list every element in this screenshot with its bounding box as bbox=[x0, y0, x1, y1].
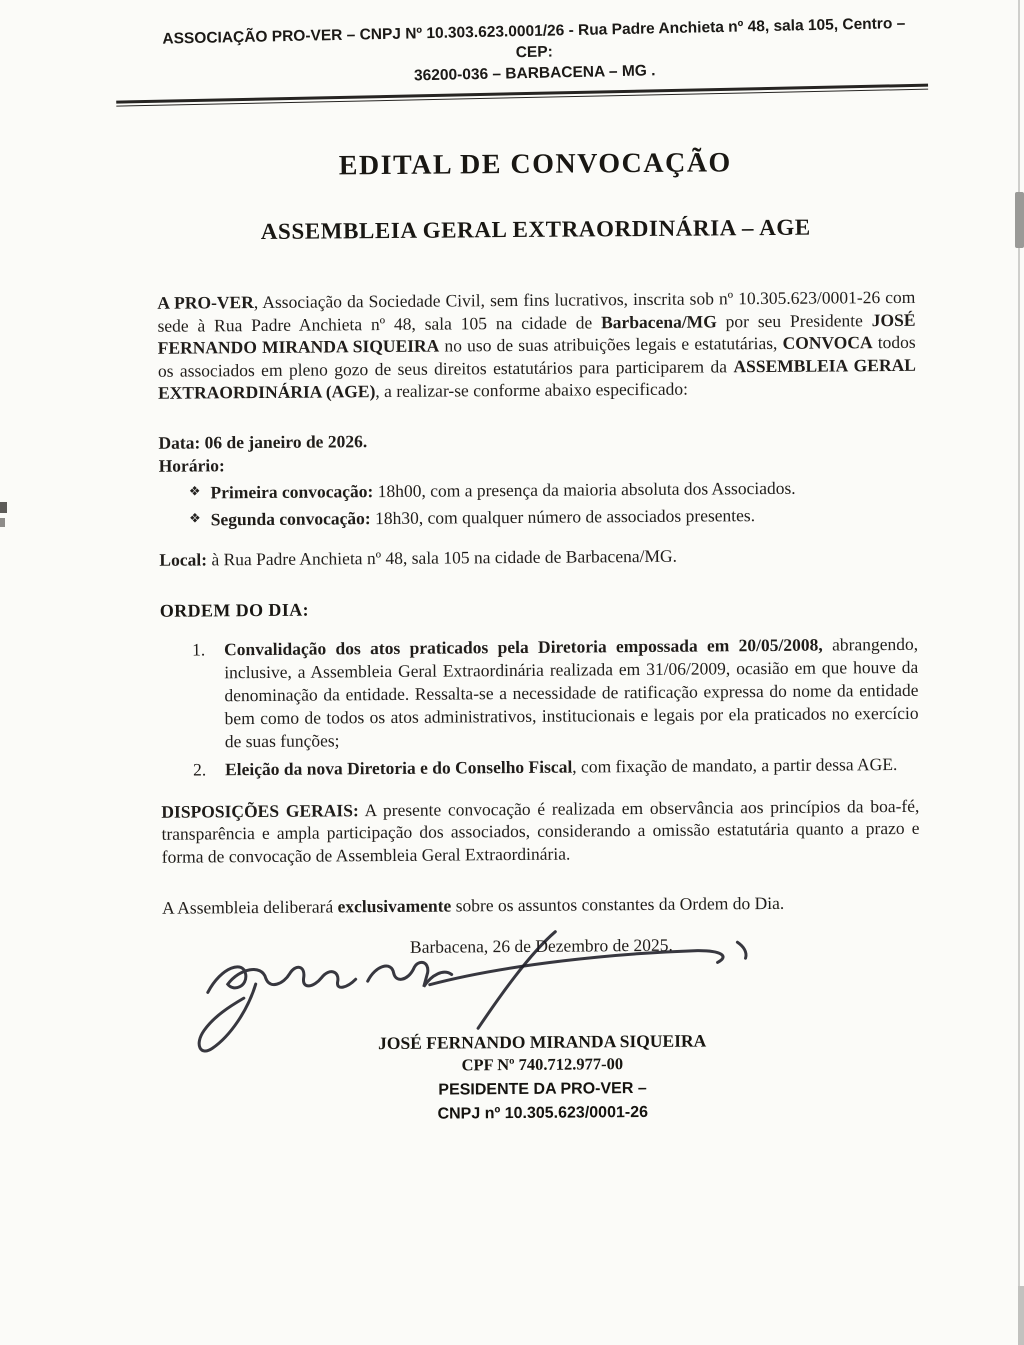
letterhead-line1: ASSOCIAÇÃO PRO-VER – CNPJ Nº 10.303.623.0001/26 - Rua Padre Anchieta nº 48, sala 105, Centro – CEP: bbox=[162, 15, 906, 62]
meeting-time-label: Horário: bbox=[158, 454, 225, 476]
intro-paragraph: A PRO-VER, Associação da Sociedade Civil, sem fins lucrativos, inscrita sob nº 10.305.623/0001-26 com sede à Rua Padre Anchieta nº 48, sala 105 na cidade de Barbacena/MG por seu Presidente JOSÉ FERNANDO MIRANDA SIQUEIRA no uso de suas atribuições legais e estatutárias, CONVOCA todos os associados em pleno gozo de seus direitos estatutários para participarem da ASSEMBLEIA GERAL EXTRAORDINÁRIA (AGE), a realizar-se conforme abaixo especificado: bbox=[157, 286, 916, 403]
signatory-cnpj: CNPJ nº 10.305.623/0001-26 bbox=[437, 1103, 649, 1123]
scan-mark-right-top bbox=[1015, 192, 1024, 248]
signatory-role: PESIDENTE DA PRO-VER – bbox=[438, 1079, 647, 1099]
location-line: Local: à Rua Padre Anchieta nº 48, sala 105 na cidade de Barbacena/MG. bbox=[159, 545, 678, 570]
agenda-item-text: Convalidação dos atos praticados pela Diretoria empossada em 20/05/2008, abrangendo, inclusive, a Assembleia Geral Extraordinária realizada em 31/06/2009, ocasião em que houve da denominação da entidade. Ressalta-se a necessidade de ratificação expressa do nome da entidade bem como de todos os atos administrativos, institucionais e legais por ela praticados no exercício de suas funções; bbox=[224, 633, 919, 751]
diamond-bullet-icon: ❖ bbox=[188, 483, 201, 500]
signatory-name: JOSÉ FERNANDO MIRANDA SIQUEIRA bbox=[378, 1030, 707, 1054]
agenda-item-1 bbox=[192, 632, 919, 753]
meeting-date-line: Data: 06 de janeiro de 2026. bbox=[158, 430, 368, 453]
scan-mark-left-upper bbox=[0, 502, 7, 513]
signatory-cpf: CPF Nº 740.712.977-00 bbox=[461, 1054, 624, 1075]
agenda-item-number: 1. bbox=[192, 638, 206, 660]
scan-mark-right-bottom bbox=[1018, 1286, 1024, 1345]
deliberation-note: A Assembleia deliberará exclusivamente sobre os assuntos constantes da Ordem do Dia. bbox=[162, 892, 785, 918]
agenda-item-2 bbox=[193, 752, 919, 781]
closing-date-line: Barbacena, 26 de Dezembro de 2025. bbox=[409, 934, 673, 957]
diamond-bullet-icon: ❖ bbox=[189, 510, 201, 527]
agenda-item-text: Eleição da nova Diretoria e do Conselho Fiscal, com fixação de mandato, a partir dessa AGE. bbox=[224, 753, 898, 779]
signature-lines bbox=[163, 1027, 922, 1129]
letterhead-line2: 36200-036 – BARBACENA – MG . bbox=[413, 62, 656, 85]
letterhead bbox=[155, 13, 914, 106]
general-provisions-paragraph: DISPOSIÇÕES GERAIS: A presente convocação é realizada em observância aos princípios da boa-fé, transparência e ampla participação dos associados, considerando a omissão estatutária quanto a prazo e forma de convocação de Assembleia Geral Extraordinária. bbox=[161, 795, 920, 867]
second-call-text: Segunda convocação: 18h30, com qualquer número de associados presentes. bbox=[210, 504, 756, 529]
document-subtitle: ASSEMBLEIA GERAL EXTRAORDINÁRIA – AGE bbox=[260, 214, 811, 244]
signature-block bbox=[163, 955, 923, 1191]
agenda-item-number: 2. bbox=[192, 758, 207, 780]
agenda-heading: ORDEM DO DIA: bbox=[159, 599, 310, 621]
first-call-text: Primeira convocação: 18h00, com a presença da maioria absoluta dos Associados. bbox=[210, 477, 796, 502]
scan-mark-left-lower bbox=[0, 518, 5, 527]
second-call-item bbox=[189, 501, 917, 531]
document-title: EDITAL DE CONVOCAÇÃO bbox=[338, 147, 732, 182]
first-call-item bbox=[189, 474, 917, 504]
